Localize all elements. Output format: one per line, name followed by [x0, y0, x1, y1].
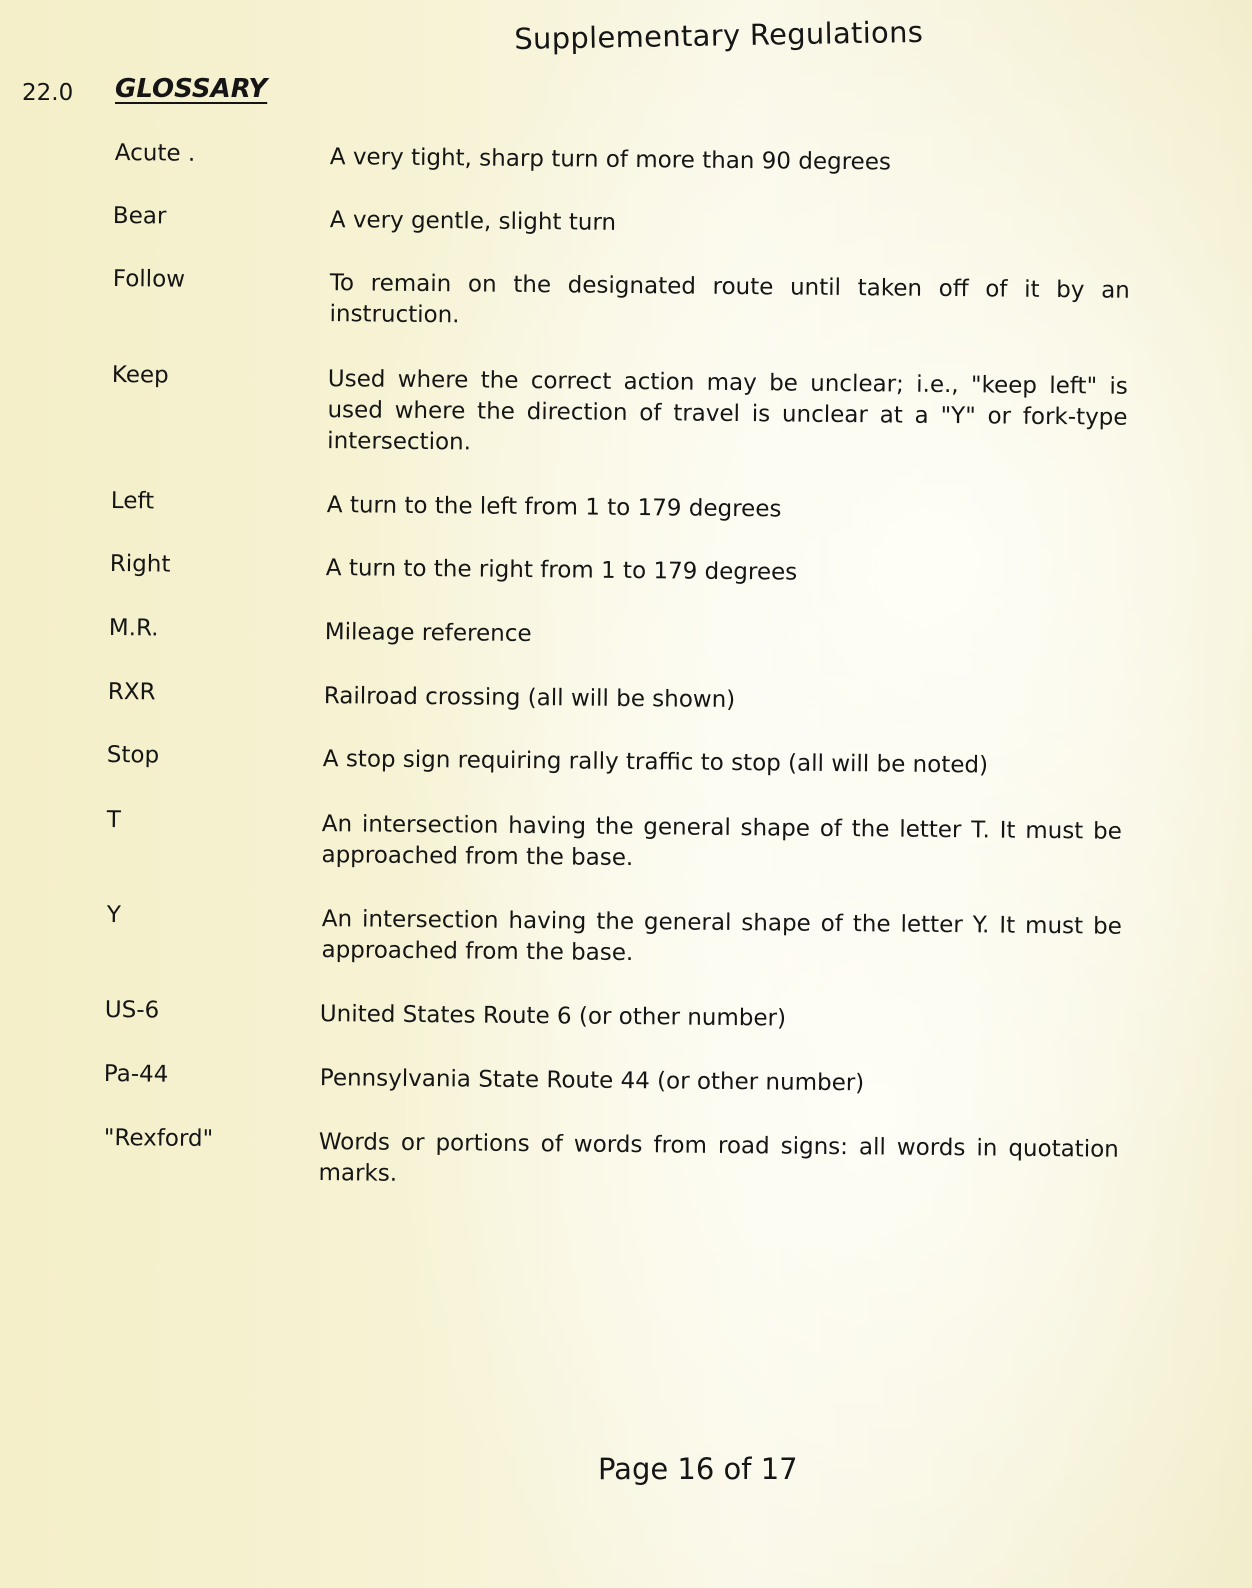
glossary-definition: To remain on the designated route until taken off of it by an instruction. — [329, 270, 1130, 329]
glossary-term: Stop — [106, 742, 160, 769]
glossary-definition: Mileage reference — [324, 619, 532, 648]
glossary-term: Y — [106, 902, 122, 929]
glossary-term: Pa-44 — [103, 1061, 169, 1088]
glossary-term: Bear — [112, 203, 167, 230]
glossary-definition: A stop sign requiring rally traffic to stop (all will be noted) — [322, 746, 989, 779]
glossary-term: M.R. — [108, 615, 159, 642]
glossary-definition: Used where the correct action may be unclear; i.e., "keep left" is used where the direction of travel is unclear at a "Y" or fork-type intersection. — [327, 366, 1128, 456]
glossary-definition: A turn to the left from 1 to 179 degrees — [326, 492, 782, 523]
glossary-term: Acute . — [114, 140, 196, 167]
page-number: Page 16 of 17 — [598, 1452, 798, 1486]
glossary-term: Keep — [111, 362, 169, 389]
glossary-term: Follow — [112, 266, 186, 293]
glossary-term: Right — [109, 551, 171, 578]
glossary-definition: A very gentle, slight turn — [329, 207, 617, 236]
glossary-term: RXR — [107, 679, 156, 706]
glossary-term: "Rexford" — [103, 1125, 214, 1153]
glossary-definition: Words or portions of words from road signs: all words in quotation marks. — [318, 1129, 1119, 1187]
glossary-definition: A turn to the right from 1 to 179 degrees — [325, 555, 798, 586]
glossary-definition: An intersection having the general shape of the letter T. It must be approached from the base. — [321, 811, 1122, 872]
glossary-term: US-6 — [104, 997, 160, 1024]
section-title: GLOSSARY — [115, 74, 268, 104]
glossary-definition: United States Route 6 (or other number) — [319, 1001, 787, 1032]
section-number: 22.0 — [22, 80, 74, 106]
glossary-term: T — [106, 807, 122, 834]
glossary-definition: Pennsylvania State Route 44 (or other number) — [319, 1065, 865, 1097]
page-title: Supplementary Regulations — [514, 14, 924, 56]
glossary-definition: A very tight, sharp turn of more than 90 degrees — [329, 144, 892, 176]
glossary-term: Left — [110, 488, 155, 515]
glossary-definition: An intersection having the general shape of the letter Y. It must be approached from the base. — [321, 906, 1122, 967]
glossary-definition: Railroad crossing (all will be shown) — [323, 683, 736, 714]
